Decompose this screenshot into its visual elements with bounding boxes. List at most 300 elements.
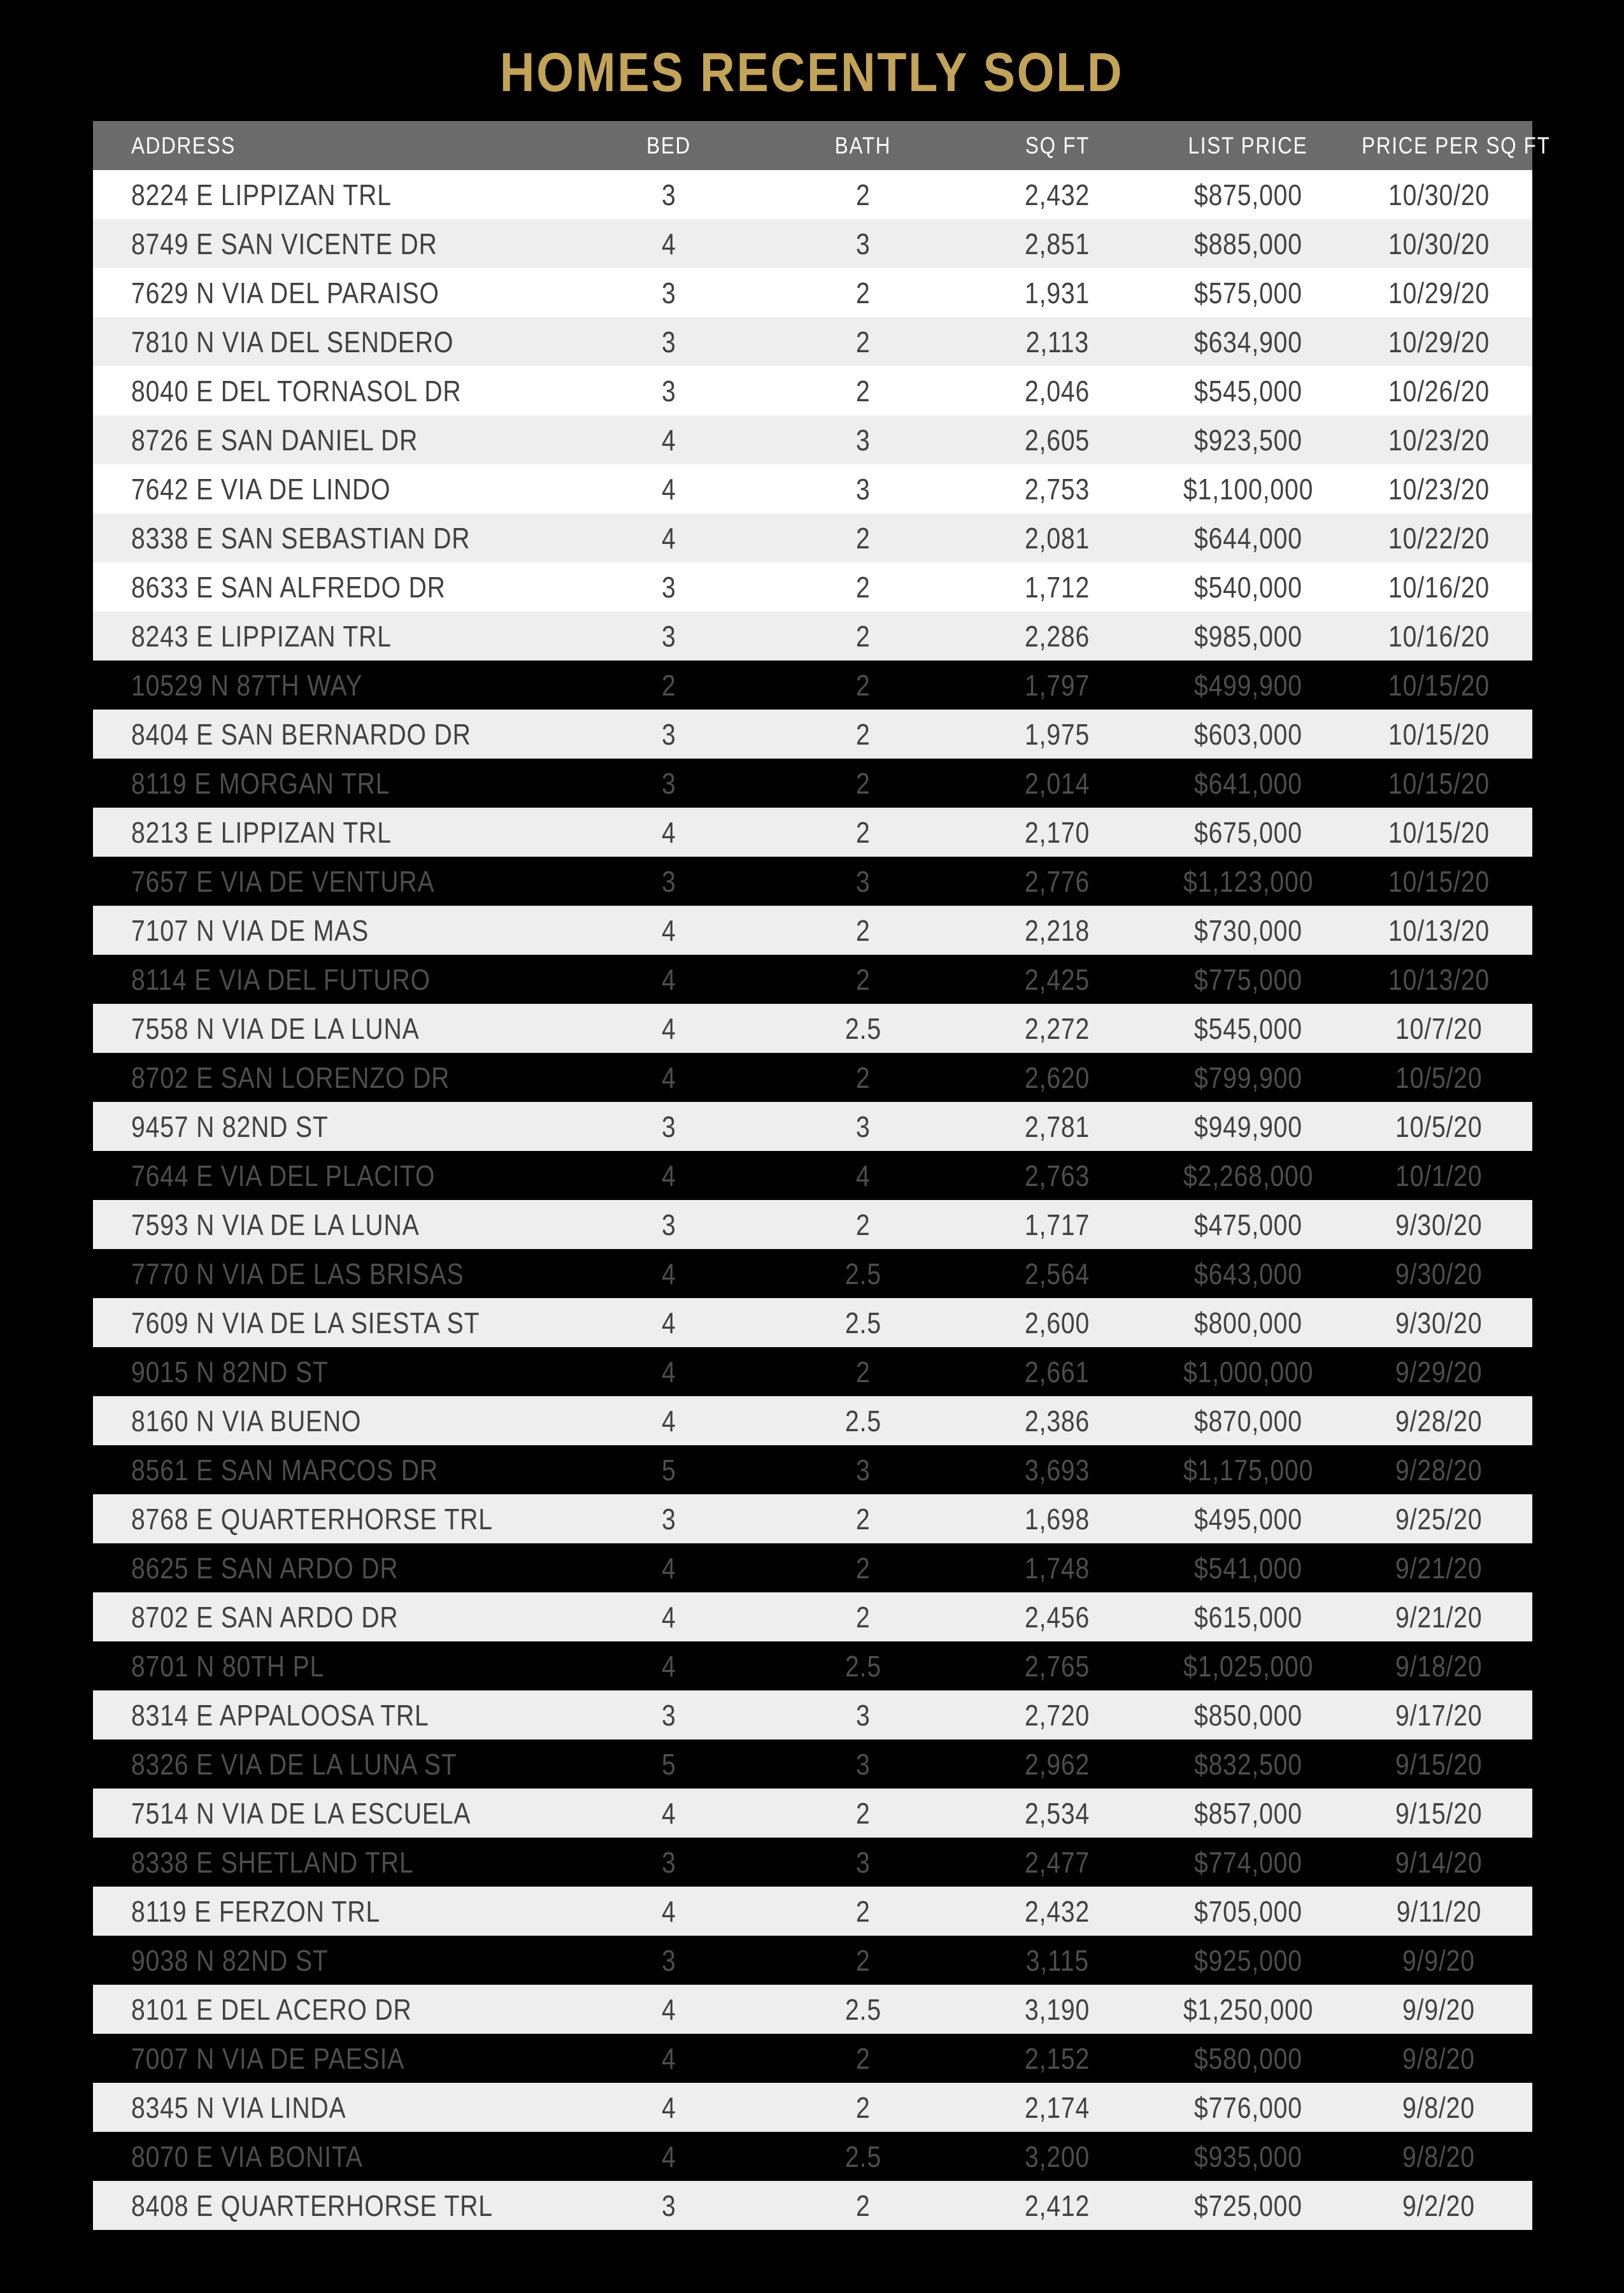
list-price-value: $541,000: [1193, 1551, 1302, 1585]
price-per-sqft-value: 9/30/20: [1395, 1208, 1483, 1241]
cell-bath: [762, 1404, 964, 1438]
cell-address: [93, 276, 575, 310]
cell-address: [93, 227, 575, 261]
cell-price-per-sqft: [1345, 1011, 1532, 1046]
address-value: 8408 E QUARTERHORSE TRL: [131, 2189, 493, 2222]
cell-address: [93, 2139, 575, 2174]
cell-list-price: [1151, 1649, 1345, 1683]
bed-value: 3: [661, 1845, 676, 1879]
cell-sqft: [964, 1355, 1151, 1389]
sqft-value: 2,286: [1025, 619, 1090, 653]
cell-price-per-sqft: [1345, 423, 1532, 457]
table-row: [93, 1641, 1532, 1690]
bed-value: 3: [661, 2189, 676, 2222]
list-price-value: $832,500: [1193, 1747, 1302, 1781]
column-header-sqft-label: SQ FT: [1025, 132, 1090, 159]
table-row: [93, 1151, 1532, 1200]
table-row: [93, 1838, 1532, 1887]
list-price-value: $800,000: [1193, 1306, 1302, 1339]
table-row: [93, 170, 1532, 219]
cell-address: [93, 766, 575, 801]
list-price-value: $885,000: [1193, 227, 1302, 261]
cell-bed: [575, 1110, 762, 1144]
bed-value: 4: [661, 423, 676, 457]
bed-value: 4: [661, 1894, 676, 1928]
cell-address: [93, 962, 575, 997]
cell-bed: [575, 472, 762, 506]
price-per-sqft-value: 10/22/20: [1388, 521, 1490, 555]
cell-sqft: [964, 1110, 1151, 1144]
table-row: [93, 219, 1532, 268]
list-price-value: $643,000: [1193, 1257, 1302, 1290]
cell-list-price: [1151, 1061, 1345, 1095]
table-row: [93, 710, 1532, 759]
cell-sqft: [964, 864, 1151, 899]
address-value: 8726 E SAN DANIEL DR: [131, 423, 418, 457]
cell-sqft: [964, 570, 1151, 604]
cell-sqft: [964, 1551, 1151, 1585]
table-row: [93, 955, 1532, 1004]
sqft-value: 1,975: [1025, 717, 1090, 751]
address-value: 8625 E SAN ARDO DR: [131, 1551, 399, 1585]
cell-bath: [762, 1011, 964, 1046]
price-per-sqft-value: 10/15/20: [1388, 668, 1490, 702]
column-header-bath-label: BATH: [834, 132, 892, 159]
list-price-value: $935,000: [1193, 2139, 1302, 2173]
cell-bed: [575, 521, 762, 555]
cell-bed: [575, 276, 762, 310]
cell-list-price: [1151, 521, 1345, 555]
cell-bath: [762, 570, 964, 604]
sqft-value: 2,720: [1025, 1698, 1090, 1732]
sqft-value: 3,693: [1025, 1453, 1090, 1487]
cell-bed: [575, 2189, 762, 2223]
cell-bath: [762, 1747, 964, 1782]
table-row: [93, 2132, 1532, 2181]
sqft-value: 2,218: [1025, 913, 1090, 947]
list-price-value: $641,000: [1193, 766, 1302, 800]
cell-address: [93, 1011, 575, 1046]
address-value: 7629 N VIA DEL PARAISO: [131, 276, 439, 310]
sqft-value: 3,190: [1025, 1992, 1090, 2026]
cell-price-per-sqft: [1345, 815, 1532, 850]
cell-sqft: [964, 227, 1151, 261]
list-price-value: $985,000: [1193, 619, 1302, 653]
sqft-value: 2,113: [1025, 325, 1089, 359]
sqft-value: 2,564: [1025, 1257, 1090, 1290]
cell-address: [93, 1747, 575, 1782]
table-row: [93, 2181, 1532, 2230]
page-title-text: HOMES RECENTLY SOLD: [500, 42, 1124, 103]
table-row: [93, 1004, 1532, 1053]
table-row: [93, 1543, 1532, 1592]
list-price-value: $1,000,000: [1183, 1355, 1313, 1389]
price-per-sqft-value: 9/25/20: [1395, 1502, 1483, 1536]
bath-value: 4: [855, 1159, 871, 1192]
cell-list-price: [1151, 1943, 1345, 1978]
cell-bed: [575, 1011, 762, 1046]
list-price-value: $575,000: [1193, 276, 1302, 310]
cell-bath: [762, 766, 964, 801]
cell-bed: [575, 864, 762, 899]
sqft-value: 2,174: [1025, 2090, 1090, 2124]
cell-bed: [575, 1943, 762, 1978]
list-price-value: $644,000: [1193, 521, 1302, 555]
cell-price-per-sqft: [1345, 2189, 1532, 2223]
cell-price-per-sqft: [1345, 1404, 1532, 1438]
cell-bath: [762, 1208, 964, 1242]
address-value: 8749 E SAN VICENTE DR: [131, 227, 438, 261]
cell-address: [93, 570, 575, 604]
table-row: [93, 1936, 1532, 1985]
cell-list-price: [1151, 2189, 1345, 2223]
price-per-sqft-value: 10/16/20: [1388, 570, 1490, 604]
price-per-sqft-value: 9/30/20: [1395, 1257, 1483, 1290]
bath-value: 2.5: [844, 1011, 881, 1045]
bed-value: 3: [661, 766, 676, 800]
price-per-sqft-value: 10/13/20: [1388, 913, 1490, 947]
address-value: 8338 E SHETLAND TRL: [131, 1845, 414, 1879]
cell-price-per-sqft: [1345, 1698, 1532, 1732]
cell-list-price: [1151, 1306, 1345, 1340]
table-row: [93, 1249, 1532, 1298]
address-value: 8702 E SAN LORENZO DR: [131, 1061, 450, 1094]
cell-sqft: [964, 178, 1151, 212]
cell-sqft: [964, 1011, 1151, 1046]
cell-bath: [762, 2090, 964, 2125]
cell-bath: [762, 325, 964, 359]
bath-value: 2.5: [844, 2139, 881, 2173]
cell-list-price: [1151, 619, 1345, 654]
address-value: 7007 N VIA DE PAESIA: [131, 2041, 405, 2075]
bath-value: 2: [855, 913, 871, 947]
address-value: 9457 N 82ND ST: [131, 1110, 329, 1143]
cell-price-per-sqft: [1345, 1159, 1532, 1193]
bath-value: 3: [855, 1698, 871, 1732]
bed-value: 3: [661, 374, 676, 408]
table-row: [93, 513, 1532, 562]
cell-list-price: [1151, 2090, 1345, 2125]
list-price-value: $730,000: [1193, 913, 1302, 947]
homes-sold-table: [93, 121, 1551, 2230]
cell-price-per-sqft: [1345, 668, 1532, 703]
list-price-value: $875,000: [1193, 178, 1302, 211]
cell-sqft: [964, 1943, 1151, 1978]
cell-price-per-sqft: [1345, 325, 1532, 359]
cell-address: [93, 2041, 575, 2076]
cell-bath: [762, 1649, 964, 1683]
price-per-sqft-value: 9/9/20: [1402, 1943, 1475, 1977]
table-row: [93, 562, 1532, 611]
cell-price-per-sqft: [1345, 178, 1532, 212]
cell-bath: [762, 227, 964, 261]
cell-bath: [762, 1551, 964, 1585]
sqft-value: 2,776: [1025, 864, 1090, 898]
table-row: [93, 317, 1532, 366]
cell-sqft: [964, 1649, 1151, 1683]
cell-list-price: [1151, 1257, 1345, 1291]
cell-address: [93, 1992, 575, 2027]
cell-list-price: [1151, 325, 1345, 359]
cell-sqft: [964, 1306, 1151, 1340]
bath-value: 2: [855, 1061, 871, 1094]
bath-value: 3: [855, 864, 871, 898]
cell-bed: [575, 1404, 762, 1438]
bath-value: 2: [855, 717, 871, 751]
bed-value: 4: [661, 1796, 676, 1830]
table-row: [93, 611, 1532, 661]
address-value: 7810 N VIA DEL SENDERO: [131, 325, 454, 359]
table-row: [93, 808, 1532, 857]
sqft-value: 2,763: [1025, 1159, 1090, 1192]
address-value: 7657 E VIA DE VENTURA: [131, 864, 435, 898]
cell-price-per-sqft: [1345, 1649, 1532, 1683]
cell-list-price: [1151, 374, 1345, 408]
list-price-value: $725,000: [1193, 2189, 1302, 2222]
sqft-value: 2,600: [1025, 1306, 1090, 1339]
cell-address: [93, 913, 575, 948]
list-price-value: $2,268,000: [1183, 1159, 1313, 1192]
sqft-value: 1,797: [1025, 668, 1090, 702]
list-price-value: $580,000: [1193, 2041, 1302, 2075]
bath-value: 2: [855, 2041, 871, 2075]
cell-bath: [762, 1992, 964, 2027]
cell-address: [93, 1355, 575, 1389]
list-price-value: $1,250,000: [1183, 1992, 1313, 2026]
table-row: [93, 1690, 1532, 1739]
cell-bed: [575, 1747, 762, 1782]
cell-bed: [575, 619, 762, 654]
table-header-row: [93, 121, 1551, 170]
bed-value: 3: [661, 1208, 676, 1241]
cell-sqft: [964, 619, 1151, 654]
sqft-value: 2,851: [1025, 227, 1090, 261]
cell-list-price: [1151, 1159, 1345, 1193]
sqft-value: 2,477: [1025, 1845, 1090, 1879]
cell-bed: [575, 1698, 762, 1732]
cell-price-per-sqft: [1345, 227, 1532, 261]
cell-bed: [575, 1796, 762, 1831]
price-per-sqft-value: 10/16/20: [1388, 619, 1490, 653]
bed-value: 4: [661, 1257, 676, 1290]
address-value: 9038 N 82ND ST: [131, 1943, 329, 1977]
cell-address: [93, 1208, 575, 1242]
cell-bath: [762, 1257, 964, 1291]
sqft-value: 2,620: [1025, 1061, 1090, 1094]
bed-value: 4: [661, 913, 676, 947]
cell-bath: [762, 668, 964, 703]
price-per-sqft-value: 10/13/20: [1388, 962, 1490, 996]
cell-sqft: [964, 2090, 1151, 2125]
price-per-sqft-value: 9/2/20: [1402, 2189, 1475, 2222]
bath-value: 2: [855, 1355, 871, 1389]
cell-sqft: [964, 1208, 1151, 1242]
bath-value: 2: [855, 2090, 871, 2124]
cell-list-price: [1151, 570, 1345, 604]
cell-address: [93, 668, 575, 703]
cell-list-price: [1151, 423, 1345, 457]
bath-value: 2: [855, 1208, 871, 1241]
cell-sqft: [964, 1698, 1151, 1732]
list-price-value: $615,000: [1193, 1600, 1302, 1634]
table-row: [93, 366, 1532, 415]
cell-bath: [762, 864, 964, 899]
sqft-value: 2,432: [1025, 178, 1090, 211]
sqft-value: 1,748: [1025, 1551, 1090, 1585]
cell-sqft: [964, 668, 1151, 703]
list-price-value: $1,123,000: [1183, 864, 1313, 898]
cell-address: [93, 1894, 575, 1929]
cell-list-price: [1151, 1992, 1345, 2027]
cell-bath: [762, 1943, 964, 1978]
table-row: [93, 1396, 1532, 1445]
bed-value: 4: [661, 1355, 676, 1389]
cell-price-per-sqft: [1345, 1453, 1532, 1487]
bed-value: 3: [661, 619, 676, 653]
price-per-sqft-value: 10/29/20: [1388, 276, 1490, 310]
cell-address: [93, 619, 575, 654]
table-row: [93, 906, 1532, 955]
table-row: [93, 1985, 1532, 2034]
cell-price-per-sqft: [1345, 619, 1532, 654]
list-price-value: $1,175,000: [1183, 1453, 1313, 1487]
cell-bed: [575, 1992, 762, 2027]
cell-bath: [762, 423, 964, 457]
list-price-value: $705,000: [1193, 1894, 1302, 1928]
cell-list-price: [1151, 668, 1345, 703]
cell-price-per-sqft: [1345, 1502, 1532, 1536]
bath-value: 2.5: [844, 1306, 881, 1339]
cell-price-per-sqft: [1345, 1845, 1532, 1880]
price-per-sqft-value: 9/15/20: [1395, 1747, 1483, 1781]
cell-sqft: [964, 423, 1151, 457]
cell-bed: [575, 1061, 762, 1095]
cell-address: [93, 815, 575, 850]
cell-bath: [762, 1355, 964, 1389]
address-value: 8701 N 80TH PL: [131, 1649, 325, 1683]
cell-bath: [762, 1894, 964, 1929]
cell-list-price: [1151, 1110, 1345, 1144]
cell-bath: [762, 2189, 964, 2223]
price-per-sqft-value: 9/28/20: [1395, 1453, 1483, 1487]
address-value: 7558 N VIA DE LA LUNA: [131, 1011, 420, 1045]
cell-bath: [762, 962, 964, 997]
sqft-value: 1,712: [1025, 570, 1090, 604]
table-row: [93, 1739, 1532, 1789]
cell-bath: [762, 1502, 964, 1536]
cell-sqft: [964, 962, 1151, 997]
cell-address: [93, 2189, 575, 2223]
cell-address: [93, 1796, 575, 1831]
cell-bed: [575, 1306, 762, 1340]
cell-price-per-sqft: [1345, 1355, 1532, 1389]
cell-bed: [575, 1894, 762, 1929]
bed-value: 3: [661, 276, 676, 310]
sqft-value: 1,717: [1025, 1208, 1090, 1241]
cell-price-per-sqft: [1345, 1061, 1532, 1095]
address-value: 7609 N VIA DE LA SIESTA ST: [131, 1306, 480, 1339]
sqft-value: 2,014: [1025, 766, 1090, 800]
sqft-value: 3,115: [1025, 1943, 1089, 1977]
price-per-sqft-value: 9/17/20: [1395, 1698, 1483, 1732]
list-price-value: $545,000: [1193, 374, 1302, 408]
bed-value: 4: [661, 1061, 676, 1094]
cell-bed: [575, 1600, 762, 1634]
bed-value: 4: [661, 227, 676, 261]
address-value: 8702 E SAN ARDO DR: [131, 1600, 399, 1634]
table-row: [93, 268, 1532, 317]
price-per-sqft-value: 10/7/20: [1395, 1011, 1483, 1045]
cell-list-price: [1151, 1698, 1345, 1732]
cell-price-per-sqft: [1345, 1943, 1532, 1978]
cell-bed: [575, 2139, 762, 2174]
bed-value: 3: [661, 325, 676, 359]
cell-price-per-sqft: [1345, 521, 1532, 555]
cell-bed: [575, 1257, 762, 1291]
price-per-sqft-value: 9/15/20: [1395, 1796, 1483, 1830]
list-price-value: $776,000: [1193, 2090, 1302, 2124]
address-value: 8561 E SAN MARCOS DR: [131, 1453, 439, 1487]
cell-bed: [575, 1159, 762, 1193]
bed-value: 3: [661, 570, 676, 604]
cell-bed: [575, 668, 762, 703]
list-price-value: $949,900: [1193, 1110, 1302, 1143]
cell-address: [93, 1649, 575, 1683]
list-price-value: $923,500: [1193, 423, 1302, 457]
cell-bed: [575, 766, 762, 801]
bed-value: 4: [661, 1551, 676, 1585]
bed-value: 4: [661, 1404, 676, 1438]
cell-list-price: [1151, 1600, 1345, 1634]
cell-sqft: [964, 1159, 1151, 1193]
bath-value: 2: [855, 766, 871, 800]
sqft-value: 2,425: [1025, 962, 1090, 996]
sqft-value: 2,170: [1025, 815, 1090, 849]
cell-price-per-sqft: [1345, 374, 1532, 408]
table-row: [93, 1592, 1532, 1641]
cell-bed: [575, 178, 762, 212]
cell-price-per-sqft: [1345, 1208, 1532, 1242]
cell-bath: [762, 178, 964, 212]
bed-value: 3: [661, 1502, 676, 1536]
bath-value: 2: [855, 178, 871, 211]
bath-value: 2: [855, 1894, 871, 1928]
cell-list-price: [1151, 864, 1345, 899]
cell-bath: [762, 913, 964, 948]
address-value: 7644 E VIA DEL PLACITO: [131, 1159, 436, 1192]
table-row: [93, 1789, 1532, 1838]
bed-value: 4: [661, 1992, 676, 2026]
column-header-price-per-sqft-label: PRICE PER SQ FT: [1362, 132, 1551, 159]
cell-price-per-sqft: [1345, 1110, 1532, 1144]
address-value: 8404 E SAN BERNARDO DR: [131, 717, 471, 751]
cell-sqft: [964, 2041, 1151, 2076]
cell-bed: [575, 1355, 762, 1389]
sqft-value: 2,753: [1025, 472, 1090, 506]
column-header-sqft: [964, 132, 1151, 159]
cell-sqft: [964, 325, 1151, 359]
address-value: 8326 E VIA DE LA LUNA ST: [131, 1747, 457, 1781]
cell-list-price: [1151, 2041, 1345, 2076]
cell-bed: [575, 913, 762, 948]
bath-value: 2: [855, 2189, 871, 2222]
cell-bed: [575, 1551, 762, 1585]
table-row: [93, 2034, 1532, 2083]
cell-address: [93, 178, 575, 212]
list-price-value: $799,900: [1193, 1061, 1302, 1094]
cell-bath: [762, 1453, 964, 1487]
bath-value: 2: [855, 1943, 871, 1977]
